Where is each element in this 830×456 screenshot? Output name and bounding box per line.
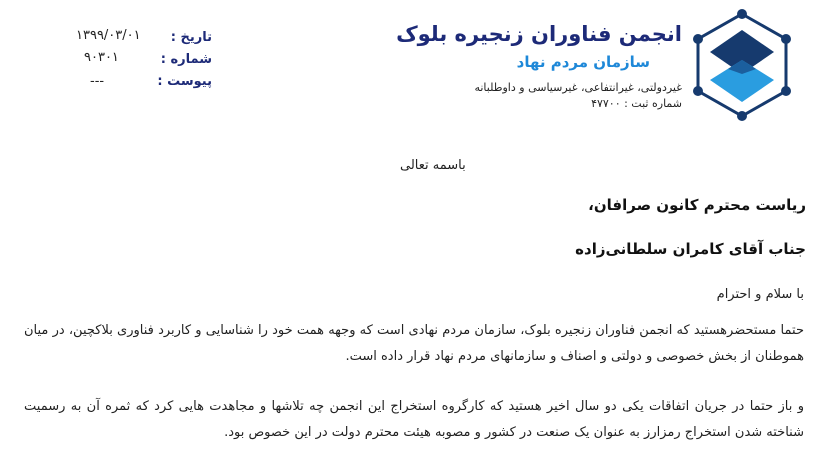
body-paragraph-1: حتما مستحضرهستید که انجمن فناوران زنجیره بلوک، سازمان مردم نهادی است که وجهه همت خود را شناسایی و کاربرد فناوری بلاکچین، در میان هموطنان از بخش خصوصی و دولتی و اصناف و سازمانهای مردم نهاد قرار داده است. <box>24 323 804 364</box>
attachment-label: پیوست : <box>157 74 212 89</box>
org-name: انجمن فناوران زنجیره بلوک <box>396 22 682 46</box>
number-value: ۹۰۳۰۱ <box>84 50 119 65</box>
registration-number: شماره ثبت : ۴۷۷۰۰ <box>591 97 682 110</box>
date-value: ۱۳۹۹/۰۳/۰۱ <box>76 28 141 43</box>
greeting: با سلام و احترام <box>716 287 804 302</box>
org-description: غیردولتی، غیرانتفاعی، غیرسیاسی و داوطلبانه <box>474 81 682 94</box>
date-label: تاریخ : <box>170 30 212 45</box>
blockchain-logo-icon <box>686 8 798 122</box>
recipient-title: ریاست محترم کانون صرافان، <box>588 196 806 214</box>
recipient-name: جناب آقای کامران سلطانی‌زاده <box>575 240 806 258</box>
number-label: شماره : <box>160 52 212 67</box>
body-paragraph-2: و باز حتما در جریان اتفاقات یکی دو سال اخیر هستید که کارگروه استخراج این انجمن چه تلاشها و مجاهدت هایی کرد که ثمره آن به رسمیت شناخته شدن استخراج رمزارز به عنوان یک صنعت در کشور و مصوبه هیئت محترم دولت در این خصوص بود. <box>24 399 804 440</box>
attachment-value: --- <box>90 74 105 89</box>
invocation: باسمه تعالی <box>400 158 466 173</box>
org-subtitle: سازمان مردم نهاد <box>516 53 650 71</box>
